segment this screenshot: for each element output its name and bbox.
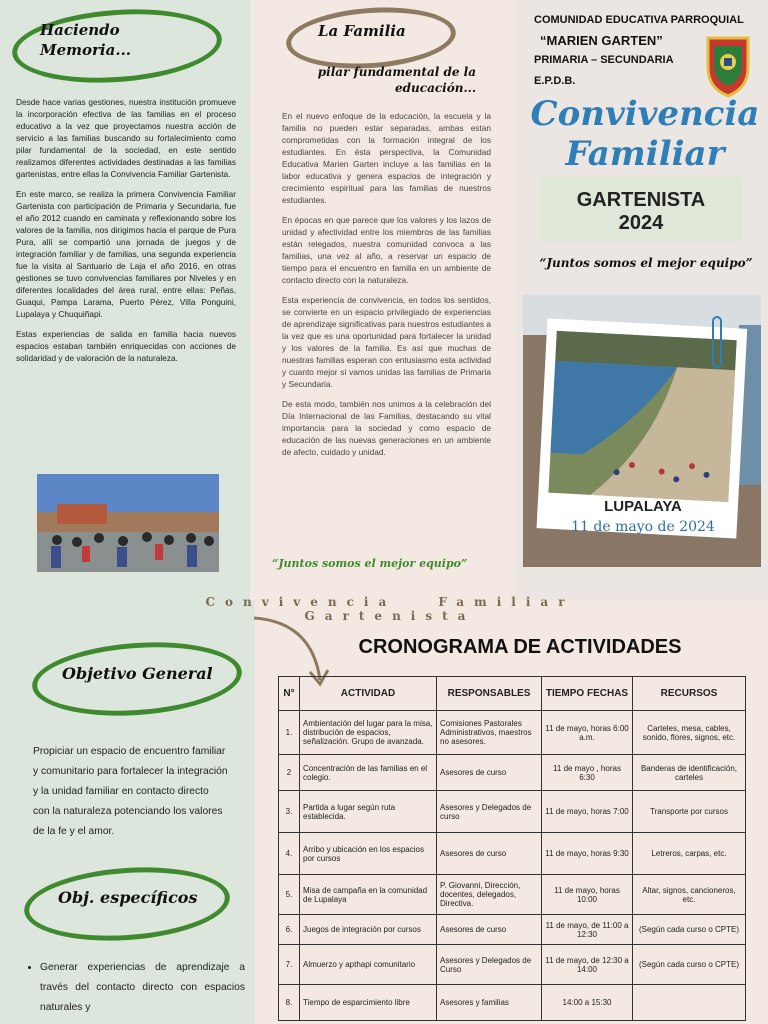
cell-activity: Juegos de integración por cursos: [300, 915, 437, 945]
left-body: [16, 96, 236, 372]
table-row: [279, 711, 746, 755]
objective-heading: Objetivo General: [62, 664, 213, 683]
col-number: N°: [279, 677, 300, 711]
cell-number: 1.: [279, 711, 300, 755]
cell-number: 4.: [279, 833, 300, 875]
place-name: LUPALAYA: [604, 498, 682, 515]
table-row: [279, 755, 746, 791]
left-paragraph: Estas experiencias de salida en familia hacia nuevos espacios estaban también enriquecidas con acciones de solidaridad y de valoración de la naturaleza.: [16, 329, 236, 363]
cell-activity: Partida a lugar según ruta establecida.: [300, 791, 437, 833]
cell-time: 11 de mayo, de 12:30 a 14:00: [542, 945, 633, 985]
cell-responsible: Comisiones Pastorales Administrativos, maestros no asesores.: [437, 711, 542, 755]
col-time: TIEMPO FECHAS: [542, 677, 633, 711]
cell-responsible: Asesores de curso: [437, 833, 542, 875]
org-line-3: PRIMARIA – SECUNDARIA: [534, 54, 674, 66]
cell-resources: [633, 985, 746, 1021]
table-row: [279, 945, 746, 985]
cell-resources: Banderas de identificación, carteles: [633, 755, 746, 791]
cell-number: 5.: [279, 875, 300, 915]
cell-number: 3.: [279, 791, 300, 833]
cell-time: 11 de mayo, horas 9:30: [542, 833, 633, 875]
left-heading: Haciendo Memoria...: [40, 21, 132, 59]
cell-time: 11 de mayo , horas 6:30: [542, 755, 633, 791]
cell-responsible: Asesores y Delegados de curso: [437, 791, 542, 833]
specific-item: • Generar experiencias de aprendizaje a través del contacto directo con espacios naturales y: [40, 958, 245, 1018]
photo-caption: [548, 498, 738, 535]
cell-time: 11 de mayo, de 11:00 a 12:30: [542, 915, 633, 945]
cell-responsible: Asesores de curso: [437, 755, 542, 791]
right-motto: “Juntos somos el mejor equipo”: [539, 256, 753, 270]
event-date: 11 de mayo de 2024: [571, 519, 715, 535]
cell-resources: Carteles, mesa, cables, sonido, flores, signos, etc.: [633, 711, 746, 755]
table-row: [279, 915, 746, 945]
cell-responsible: P. Giovanni, Dirección, docentes, delegados, Directiva.: [437, 875, 542, 915]
title-line-2: Familiar: [565, 134, 725, 174]
cell-number: 2: [279, 755, 300, 791]
table-row: [279, 791, 746, 833]
cell-activity: Tiempo de esparcimiento libre: [300, 985, 437, 1021]
middle-body: [282, 110, 491, 466]
schedule-title: CRONOGRAMA DE ACTIVIDADES: [358, 636, 682, 658]
school-crest-icon: [704, 34, 752, 98]
cell-time: 11 de mayo, horas 7:00: [542, 791, 633, 833]
cell-time: 11 de mayo, horas 6:00 a.m.: [542, 711, 633, 755]
org-line-2: “MARIEN GARTEN”: [540, 33, 663, 48]
org-line-4: E.P.D.B.: [534, 75, 576, 87]
banner: Convivencia Familiar Gartenista: [205, 595, 575, 623]
middle-paragraph: En el nuevo enfoque de la educación, la escuela y la familia no pueden estar separadas, ambas estan comprometidas con la formación integral de los estudiantes. En ésta perspectiva, la Comunidad Educativa Marien Garten incluye a las familias en la labor educativa y genera espacios de integración y crecimiento espiritual para las familias de nuestros estudiantes.: [282, 111, 491, 205]
cell-time: 14:00 a 15:30: [542, 985, 633, 1021]
cell-activity: Ambientación del lugar para la misa, distribución de espacios, señalización. Grupo de avanzada.: [300, 711, 437, 755]
org-line-1: COMUNIDAD EDUCATIVA PARROQUIAL: [534, 14, 744, 26]
middle-heading: La Familia: [318, 22, 406, 40]
cell-activity: Misa de campaña en la comunidad de Lupalaya: [300, 875, 437, 915]
objective-text: Propiciar un espacio de encuentro familiar y comunitario para fortalecer la integración y la unidad familiar en contacto directo con la naturaleza potenciando los valores de la fe y el amor.: [33, 746, 228, 837]
cell-time: 11 de mayo, horas 10:00: [542, 875, 633, 915]
col-activity: ACTIVIDAD: [300, 677, 437, 711]
title-line-1: Convivencia: [530, 94, 760, 134]
cell-activity: Arribo y ubicación en los espacios por cursos: [300, 833, 437, 875]
gartenista-badge: [540, 177, 742, 241]
cell-resources: (Según cada curso o CPTE): [633, 915, 746, 945]
table-row: [279, 875, 746, 915]
table-header-row: [279, 677, 746, 711]
left-paragraph: En este marco, se realiza la primera Convivencia Familiar Gartenista con participación de Primaria y Secundaria, fue el año 2012 cuando en caminata y reflexionando sobre los valores de la familia, nos dirigimos hacia el parque de Pura Pura, allí se compartió una jornada de juegos y de integración familiar y de familias, una segunda experiencia fue la visita al Santuario de Laja el año 2016, en otras gestiones se tuvo convivencias familiares por Niveles y en diferentes localidades del área rural, entre ellas: Peñas, Guaqui, Pampa Larama, Puerto Pérez, Villa Ponguini, Lupalaya y Chuquiñapi.: [16, 189, 236, 319]
badge-line-1: GARTENISTA: [576, 189, 706, 211]
middle-motto: “Juntos somos el mejor equipo”: [272, 557, 468, 570]
middle-paragraph: Esta experiencia de convivencia, en todos los sentidos, se convierte en un espacio privilegiado de experiencias de aprendizaje significativas para nuestros estudiantes a la vez que es una oportunidad para fortalecer la unidad y los valores de la familia. Es así que muchas de nuestras familias esperan con entusiasmo esta actividad y cuanto mejor si vamos unidas las familias de Primaria y Secundaria.: [282, 295, 491, 389]
photo-families-crowd: [37, 474, 219, 572]
specific-heading: Obj. específicos: [58, 888, 198, 907]
col-responsible: RESPONSABLES: [437, 677, 542, 711]
cell-number: 6.: [279, 915, 300, 945]
specific-list: [22, 958, 245, 1018]
col-resources: RECURSOS: [633, 677, 746, 711]
cell-activity: Almuerzo y apthapi comunitario: [300, 945, 437, 985]
cell-responsible: Asesores y Delegados de Curso: [437, 945, 542, 985]
table-row: [279, 985, 746, 1021]
middle-subheading: pilar fundamental de la educación...: [317, 65, 476, 95]
cell-activity: Concentración de las familias en el colegio.: [300, 755, 437, 791]
badge-line-2: 2024: [618, 212, 664, 234]
middle-paragraph: En épocas en que parece que los valores y los lazos de unidad y afectividad entre los miembros de las familias están relegados, nuestra comunidad convoca a las familias, una vez al año, a reservar un espacio de tiempo para el encuentro en familia en un ambiente de contacto directo con la naturaleza.: [282, 215, 491, 285]
left-paragraph: Desde hace varias gestiones, nuestra institución promueve la incorporación efectiva de las familias en el proceso educativo a la vez que proyectamos nuestra acción de servicio a las familias buscando su fortalecimiento como pilar fundamental de la sociedad, en este sentido realizamos diferentes actividades destinadas a las familias gartenistas, entre ellas la Convivencia Familiar Gartenista.: [16, 97, 236, 179]
cell-responsible: Asesores de curso: [437, 915, 542, 945]
cell-responsible: Asesores y familias: [437, 985, 542, 1021]
table-row: [279, 833, 746, 875]
cell-resources: (Según cada curso o CPTE): [633, 945, 746, 985]
cell-resources: Altar, signos, cancioneros, etc.: [633, 875, 746, 915]
cell-number: 7.: [279, 945, 300, 985]
schedule-table: [278, 676, 746, 1021]
cell-number: 8.: [279, 985, 300, 1021]
middle-paragraph: De esta modo, también nos unimos a la celebración del Día Internacional de las Familias, destacando su vital importancia para la sociedad y como espacio de educación de las nuevas generaciones en un ambiente de afecto, cuidado y unidad.: [282, 399, 491, 457]
cell-resources: Letreros, carpas, etc.: [633, 833, 746, 875]
cell-resources: Transporte por cursos: [633, 791, 746, 833]
